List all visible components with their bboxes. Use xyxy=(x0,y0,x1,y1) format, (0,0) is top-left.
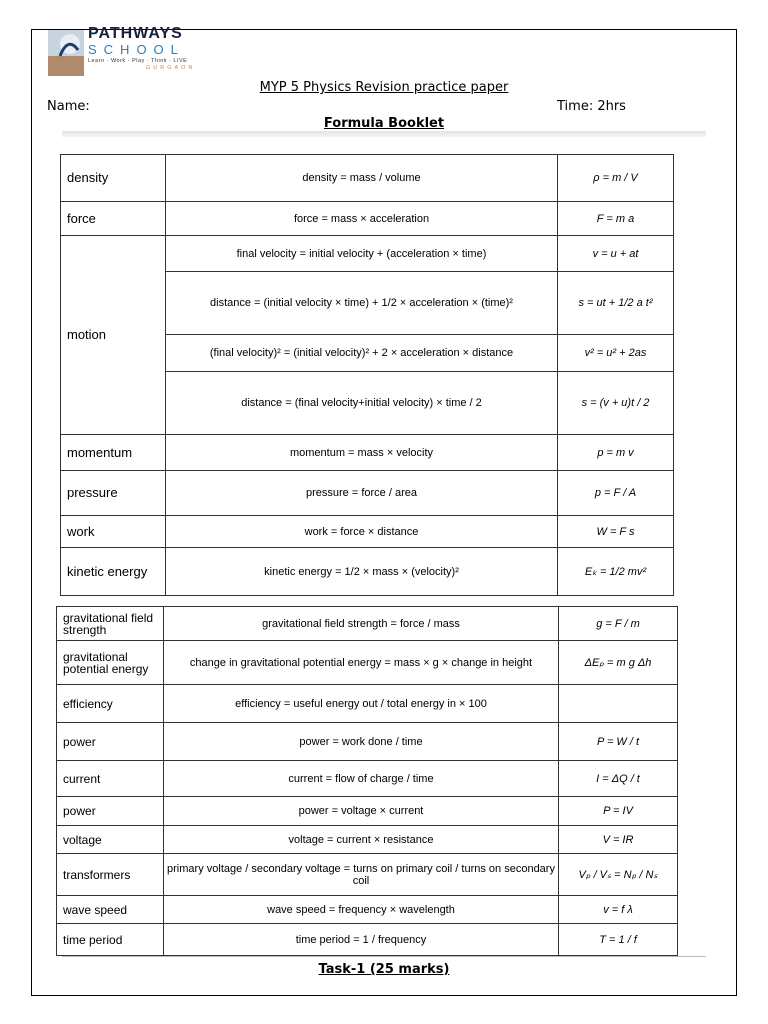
symbol-cell: v² = u² + 2as xyxy=(558,335,674,372)
logo-school: SCHOOL xyxy=(88,42,185,57)
equation-cell: gravitational field strength = force / mass xyxy=(164,607,559,641)
quantity-cell: wave speed xyxy=(57,896,164,924)
equation-cell: voltage = current × resistance xyxy=(164,826,559,854)
logo-tagline: Learn · Work · Play · Think · LIVE xyxy=(88,58,188,64)
table-row xyxy=(57,723,678,761)
table-row xyxy=(57,826,678,854)
table-row xyxy=(61,516,674,548)
table-row xyxy=(61,236,674,272)
logo-city: GURGAON xyxy=(146,65,196,71)
equation-cell: wave speed = frequency × wavelength xyxy=(164,896,559,924)
symbol-cell: T = 1 / f xyxy=(559,924,678,956)
equation-cell: final velocity = initial velocity + (acceleration × time) xyxy=(166,236,558,272)
name-label: Name: xyxy=(47,99,90,114)
equation-cell: distance = (initial velocity × time) + 1/2 × acceleration × (time)² xyxy=(166,272,558,335)
equation-cell: change in gravitational potential energy = mass × g × change in height xyxy=(164,641,559,685)
symbol-cell: Vₚ / Vₛ = Nₚ / Nₛ xyxy=(559,854,678,896)
time-label: Time: 2hrs xyxy=(557,99,626,114)
symbol-cell: W = F s xyxy=(558,516,674,548)
quantity-cell: efficiency xyxy=(57,685,164,723)
quantity-cell: momentum xyxy=(61,435,166,471)
symbol-cell: s = ut + 1/2 a t² xyxy=(558,272,674,335)
table-row xyxy=(61,155,674,202)
symbol-cell: P = W / t xyxy=(559,723,678,761)
equation-cell: power = voltage × current xyxy=(164,797,559,826)
table-row xyxy=(61,202,674,236)
equation-cell: distance = (final velocity+initial velocity) × time / 2 xyxy=(166,372,558,435)
quantity-cell: force xyxy=(61,202,166,236)
quantity-cell: pressure xyxy=(61,471,166,516)
symbol-cell: P = IV xyxy=(559,797,678,826)
symbol-cell: p = m v xyxy=(558,435,674,471)
equation-cell: kinetic energy = 1/2 × mass × (velocity)² xyxy=(166,548,558,596)
symbol-cell xyxy=(559,685,678,723)
equation-cell: current = flow of charge / time xyxy=(164,761,559,797)
formula-table-1 xyxy=(60,154,674,596)
logo-name: PATHWAYS xyxy=(88,25,183,42)
equation-cell: density = mass / volume xyxy=(166,155,558,202)
table-row xyxy=(57,685,678,723)
formula-table-2 xyxy=(56,606,678,956)
symbol-cell: ρ = m / V xyxy=(558,155,674,202)
booklet-title: Formula Booklet xyxy=(323,116,445,131)
quantity-cell: time period xyxy=(57,924,164,956)
table-row xyxy=(57,924,678,956)
symbol-cell: I = ΔQ / t xyxy=(559,761,678,797)
table-row xyxy=(61,548,674,596)
quantity-cell: work xyxy=(61,516,166,548)
quantity-cell: transformers xyxy=(57,854,164,896)
table-row xyxy=(57,854,678,896)
quantity-cell: kinetic energy xyxy=(61,548,166,596)
equation-cell: primary voltage / secondary voltage = turns on primary coil / turns on secondary coil xyxy=(164,854,559,896)
equation-cell: pressure = force / area xyxy=(166,471,558,516)
equation-cell: (final velocity)² = (initial velocity)² + 2 × acceleration × distance xyxy=(166,335,558,372)
symbol-cell: p = F / A xyxy=(558,471,674,516)
table-row xyxy=(57,896,678,924)
quantity-cell: voltage xyxy=(57,826,164,854)
quantity-cell: density xyxy=(61,155,166,202)
quantity-cell: current xyxy=(57,761,164,797)
symbol-cell: v = f λ xyxy=(559,896,678,924)
header-rule xyxy=(62,131,706,137)
quantity-cell: power xyxy=(57,797,164,826)
equation-cell: power = work done / time xyxy=(164,723,559,761)
table-row xyxy=(57,641,678,685)
symbol-cell: g = F / m xyxy=(559,607,678,641)
symbol-cell: ΔEₚ = m g Δh xyxy=(559,641,678,685)
table-row xyxy=(57,797,678,826)
task-heading: Task-1 (25 marks) xyxy=(318,962,450,977)
symbol-cell: s = (v + u)t / 2 xyxy=(558,372,674,435)
table-row xyxy=(61,471,674,516)
quantity-cell: gravitational potential energy xyxy=(57,641,164,685)
school-logo-text xyxy=(88,26,195,72)
table-row xyxy=(61,435,674,471)
symbol-cell: V = IR xyxy=(559,826,678,854)
symbol-cell: Eₖ = 1/2 mv² xyxy=(558,548,674,596)
equation-cell: work = force × distance xyxy=(166,516,558,548)
quantity-cell: power xyxy=(57,723,164,761)
footer-rule xyxy=(62,956,706,957)
table-row xyxy=(57,607,678,641)
symbol-cell: F = m a xyxy=(558,202,674,236)
paper-title: MYP 5 Physics Revision practice paper xyxy=(259,80,509,95)
symbol-cell: v = u + at xyxy=(558,236,674,272)
equation-cell: force = mass × acceleration xyxy=(166,202,558,236)
quantity-cell: gravitational field strength xyxy=(57,607,164,641)
quantity-cell: motion xyxy=(61,236,166,435)
equation-cell: efficiency = useful energy out / total energy in × 100 xyxy=(164,685,559,723)
equation-cell: time period = 1 / frequency xyxy=(164,924,559,956)
equation-cell: momentum = mass × velocity xyxy=(166,435,558,471)
table-row xyxy=(57,761,678,797)
